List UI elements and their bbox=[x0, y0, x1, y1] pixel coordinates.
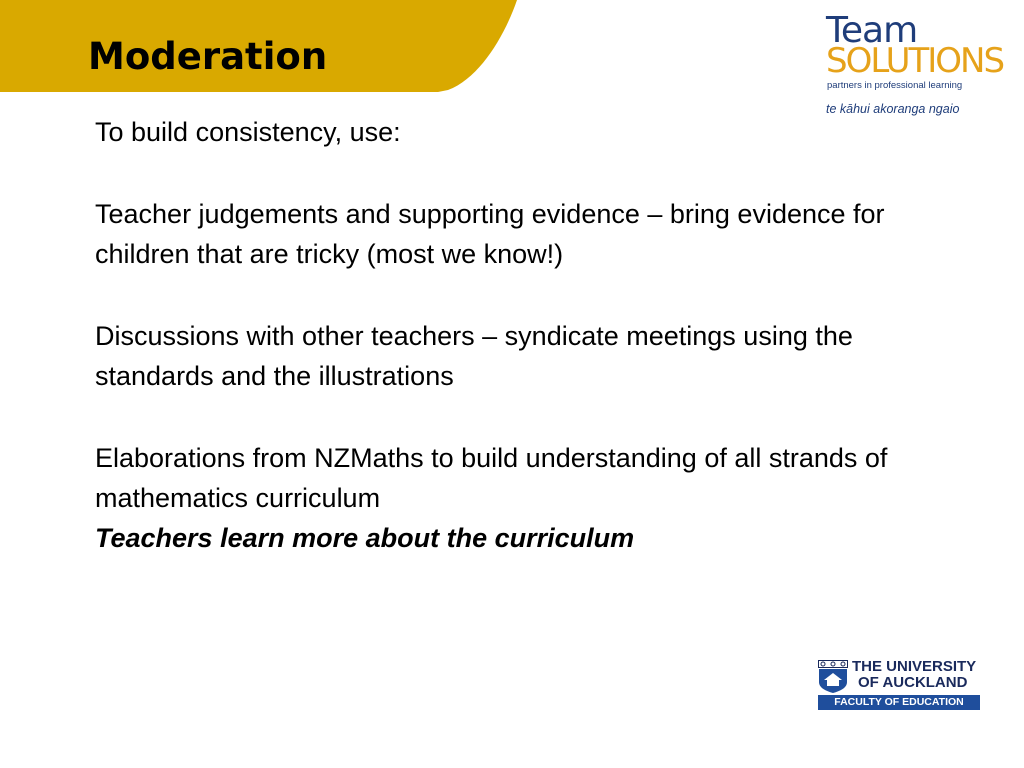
spacer bbox=[95, 396, 895, 438]
university-of-auckland-logo bbox=[818, 660, 982, 710]
spacer bbox=[95, 152, 895, 194]
point-discussions: Discussions with other teachers – syndicate meetings using the standards and the illustrations bbox=[95, 321, 853, 391]
slide-title: Moderation bbox=[88, 35, 328, 78]
university-name-line2: OF AUCKLAND bbox=[858, 674, 968, 691]
university-crest-icon bbox=[818, 660, 848, 693]
spacer bbox=[95, 274, 895, 316]
team-solutions-word-solutions: SOLUTIONS bbox=[826, 41, 1004, 81]
point-elaborations: Elaborations from NZMaths to build understanding of all strands of mathematics curriculum bbox=[95, 443, 888, 513]
university-name-line1: THE UNIVERSITY bbox=[852, 658, 977, 675]
team-solutions-tagline: partners in professional learning bbox=[827, 80, 963, 91]
intro-text: To build consistency, use: bbox=[95, 117, 401, 147]
team-solutions-maori-tagline: te kāhui akoranga ngaio bbox=[826, 102, 960, 116]
slide-body bbox=[95, 112, 895, 558]
point-teacher-judgements: Teacher judgements and supporting evidence – bring evidence for children that are tricky (most we know!) bbox=[95, 199, 885, 269]
team-solutions-word-team: Team bbox=[826, 10, 918, 51]
team-solutions-logo bbox=[826, 10, 1004, 116]
faculty-of-education-band: FACULTY OF EDUCATION bbox=[818, 695, 980, 710]
point-emphasis: Teachers learn more about the curriculum bbox=[95, 523, 635, 553]
